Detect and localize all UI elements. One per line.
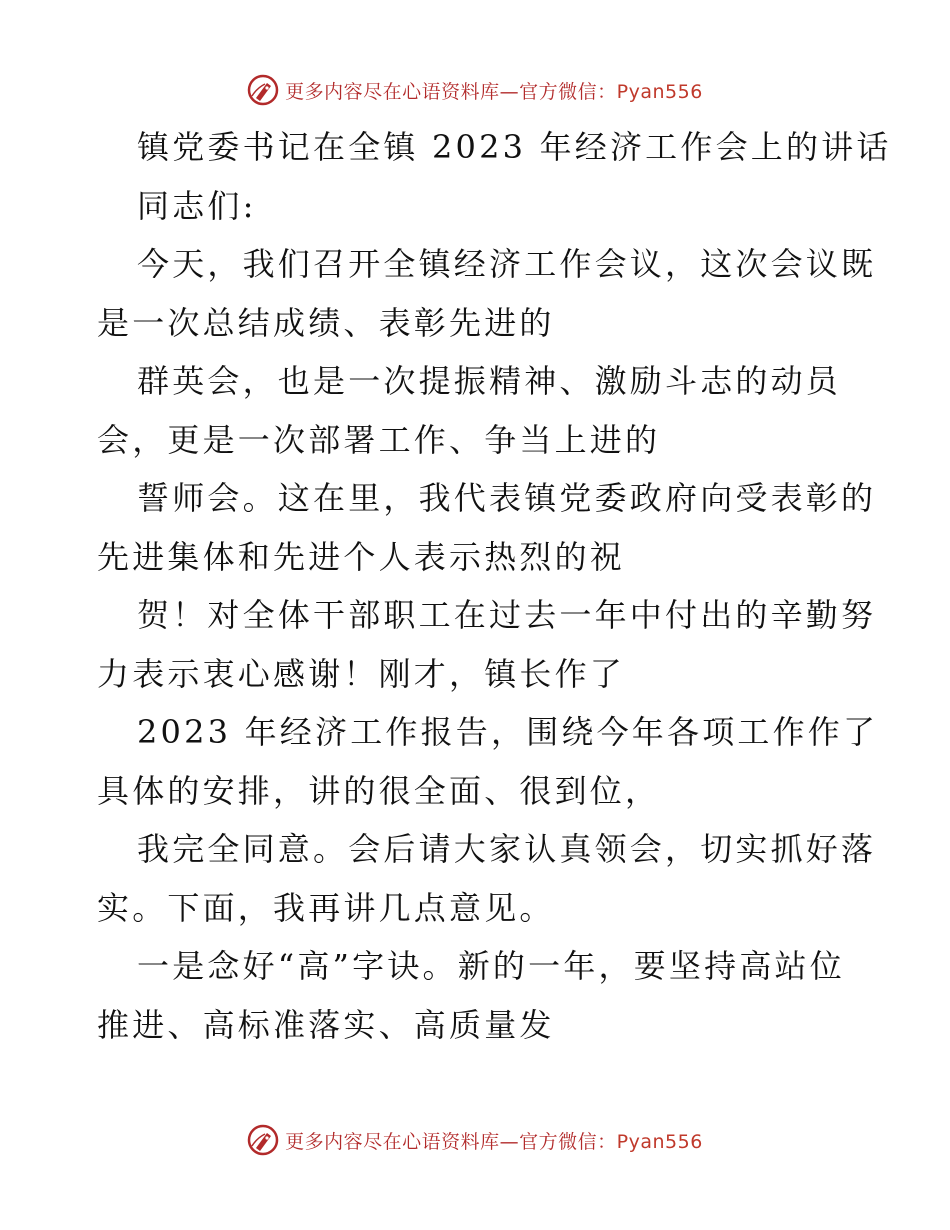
pen-nib-logo-icon xyxy=(247,74,279,106)
header-banner-text xyxy=(285,77,703,104)
header-wechat-id: Pyan556 xyxy=(616,80,703,103)
text-line: 今天，我们召开全镇经济工作会议，这次会议既 xyxy=(137,245,877,283)
document-body xyxy=(97,118,892,1054)
footer-banner xyxy=(0,1120,950,1160)
text-line: 会，更是一次部署工作、争当上进的 xyxy=(97,420,661,459)
footer-wechat-id: Pyan556 xyxy=(616,1130,703,1153)
header-banner xyxy=(0,70,950,110)
footer-banner-text xyxy=(285,1127,703,1154)
header-banner-label: 更多内容尽在心语资料库—官方微信： xyxy=(285,80,617,103)
text-line: 具体的安排，讲的很全面、很到位， xyxy=(97,771,661,810)
text-line: 2023 年经济工作报告，围绕今年各项工作作了 xyxy=(137,713,879,751)
text-line: 誓师会。这在里，我代表镇党委政府向受表彰的 xyxy=(137,479,877,517)
text-line: 力表示衷心感谢！刚才，镇长作了 xyxy=(97,654,626,693)
footer-banner-label: 更多内容尽在心语资料库—官方微信： xyxy=(285,1130,617,1153)
text-line: 实。下面，我再讲几点意见。 xyxy=(97,888,555,927)
text-line: 群英会，也是一次提振精神、激励斗志的动员 xyxy=(137,362,842,400)
text-line: 镇党委书记在全镇 2023 年经济工作会上的讲话 xyxy=(137,128,892,166)
text-line: 同志们: xyxy=(137,186,257,225)
text-line: 推进、高标准落实、高质量发 xyxy=(97,1005,555,1044)
pen-nib-logo-icon xyxy=(247,1124,279,1156)
text-line: 先进集体和先进个人表示热烈的祝 xyxy=(97,537,626,576)
text-line: 是一次总结成绩、表彰先进的 xyxy=(97,303,555,342)
text-line: 一是念好“高”字诀。新的一年，要坚持高站位 xyxy=(137,947,845,985)
text-line: 我完全同意。会后请大家认真领会，切实抓好落 xyxy=(137,830,877,868)
text-line: 贺！对全体干部职工在过去一年中付出的辛勤努 xyxy=(137,596,877,634)
